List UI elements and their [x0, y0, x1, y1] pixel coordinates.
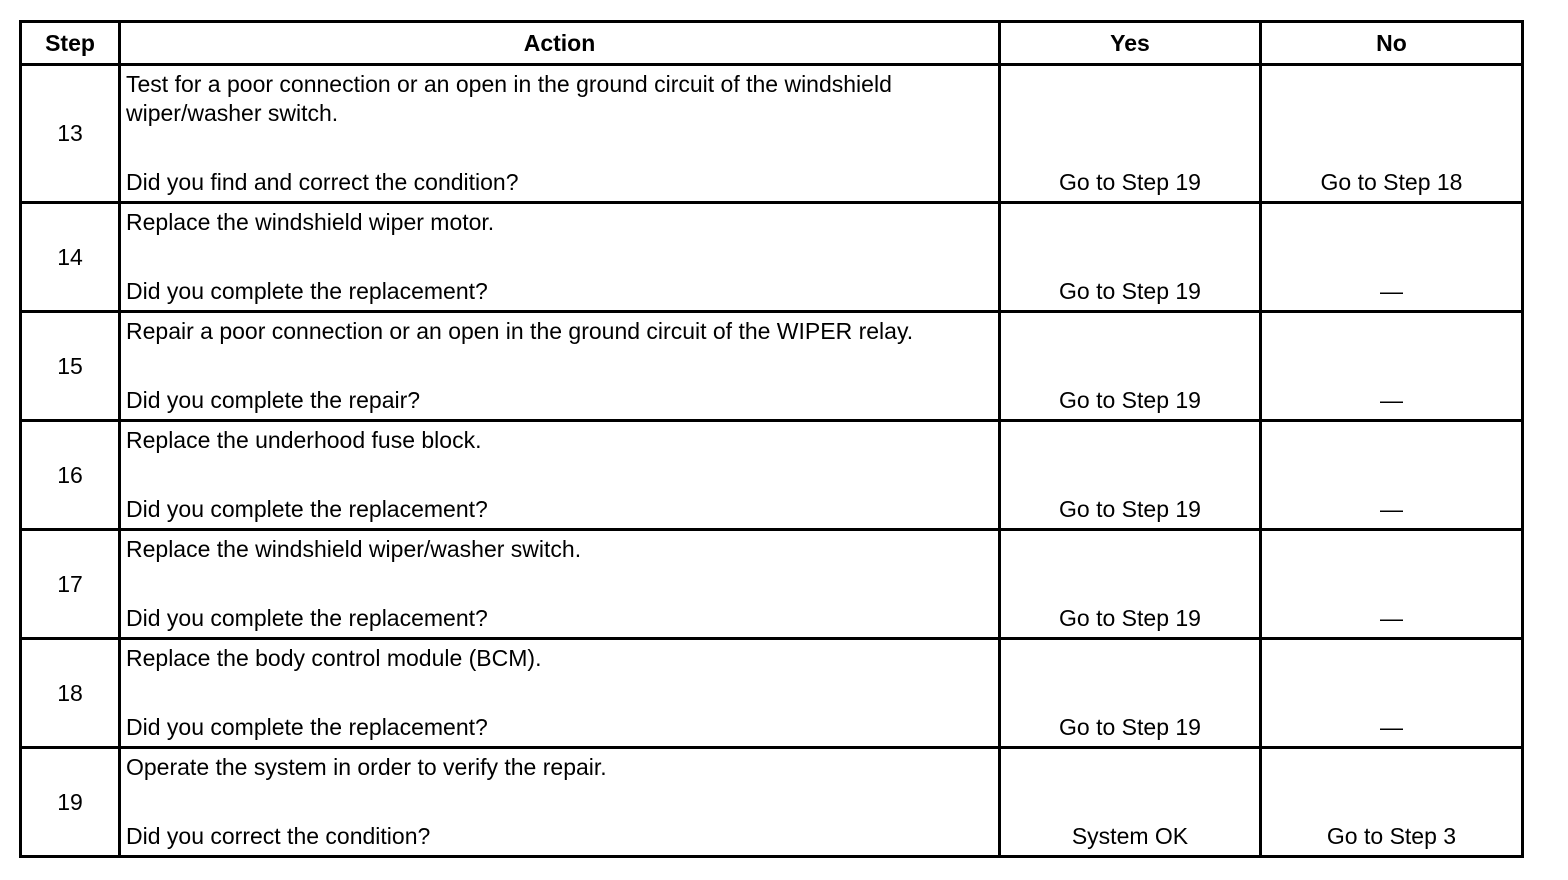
yes-result: Go to Step 19: [1059, 605, 1201, 631]
action-question: Did you correct the condition?: [126, 823, 431, 849]
no-result: —: [1380, 714, 1403, 740]
yes-cell: [1000, 312, 1261, 421]
table-row: [21, 203, 1523, 312]
action-question: Did you complete the repair?: [126, 387, 421, 413]
no-result: —: [1380, 496, 1403, 522]
action-text: Test for a poor connection or an open in the ground circuit of the windshield wiper/washer switch.: [126, 71, 892, 126]
table-row: [21, 748, 1523, 857]
header-action: Action: [120, 22, 1000, 65]
action-question: Did you complete the replacement?: [126, 278, 488, 304]
no-result: Go to Step 3: [1326, 823, 1457, 849]
action-text: Replace the body control module (BCM).: [126, 645, 542, 671]
table-row: [21, 65, 1523, 203]
no-cell: [1261, 203, 1523, 312]
yes-result: Go to Step 19: [1059, 714, 1201, 740]
yes-result: System OK: [1071, 823, 1189, 849]
table-header-row: [21, 22, 1523, 65]
action-cell: [120, 748, 1000, 857]
action-question: Did you complete the replacement?: [126, 605, 488, 631]
action-cell: [120, 312, 1000, 421]
yes-cell: [1000, 530, 1261, 639]
step-number: 13: [21, 65, 120, 203]
action-cell: [120, 65, 1000, 203]
action-text: Replace the windshield wiper motor.: [126, 209, 495, 235]
action-text: Replace the windshield wiper/washer switch.: [126, 536, 582, 562]
no-result: —: [1380, 278, 1403, 304]
action-question: Did you find and correct the condition?: [126, 169, 519, 195]
yes-cell: [1000, 639, 1261, 748]
table-row: [21, 639, 1523, 748]
action-text: Replace the underhood fuse block.: [126, 427, 482, 453]
yes-cell: [1000, 65, 1261, 203]
no-result: —: [1380, 387, 1403, 413]
no-cell: [1261, 530, 1523, 639]
no-cell: [1261, 421, 1523, 530]
yes-cell: [1000, 421, 1261, 530]
no-cell: [1261, 65, 1523, 203]
yes-result: Go to Step 19: [1059, 278, 1201, 304]
header-step: Step: [21, 22, 120, 65]
step-number: 14: [21, 203, 120, 312]
step-number: 19: [21, 748, 120, 857]
yes-cell: [1000, 203, 1261, 312]
yes-result: Go to Step 19: [1059, 496, 1201, 522]
no-result: —: [1380, 605, 1403, 631]
yes-result: Go to Step 19: [1059, 387, 1201, 413]
table-row: [21, 312, 1523, 421]
step-number: 18: [21, 639, 120, 748]
action-question: Did you complete the replacement?: [126, 496, 488, 522]
action-cell: [120, 421, 1000, 530]
yes-cell: [1000, 748, 1261, 857]
action-text: Operate the system in order to verify the repair.: [126, 754, 607, 780]
header-yes: Yes: [1000, 22, 1261, 65]
table-row: [21, 530, 1523, 639]
no-cell: [1261, 312, 1523, 421]
table-row: [21, 421, 1523, 530]
action-cell: [120, 530, 1000, 639]
step-number: 17: [21, 530, 120, 639]
action-text: Repair a poor connection or an open in the ground circuit of the WIPER relay.: [126, 318, 914, 344]
no-cell: [1261, 639, 1523, 748]
yes-result: Go to Step 19: [1059, 169, 1201, 195]
action-cell: [120, 639, 1000, 748]
header-no: No: [1261, 22, 1523, 65]
no-cell: [1261, 748, 1523, 857]
step-number: 15: [21, 312, 120, 421]
action-question: Did you complete the replacement?: [126, 714, 488, 740]
action-cell: [120, 203, 1000, 312]
no-result: Go to Step 18: [1320, 169, 1463, 195]
diagnostic-table: [19, 20, 1524, 858]
step-number: 16: [21, 421, 120, 530]
